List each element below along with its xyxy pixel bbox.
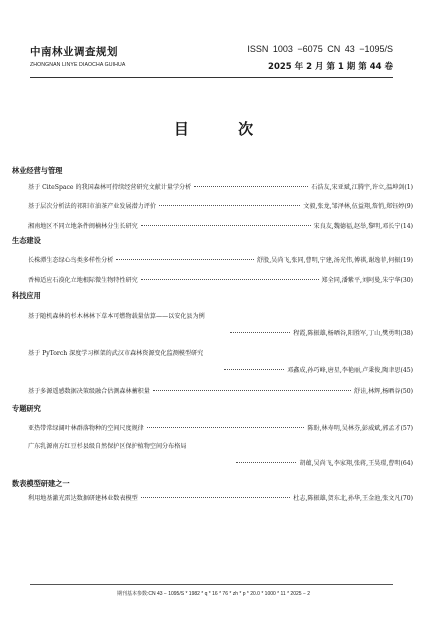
issue-info: 2025 年 2 月 第 1 期 第 44 卷 bbox=[268, 62, 393, 72]
entry-title: 基于 PyTorch 深度学习框架的武汉市森林资源变化监测模型研究 bbox=[28, 350, 204, 357]
section-heading: 林业经营与管理 bbox=[12, 166, 63, 175]
entry-authors: 邓鑫成,孙巧峰,唐星,李艳丽,卢秉俊,陶聿思(45) bbox=[287, 367, 413, 374]
toc-entry[interactable] bbox=[28, 493, 413, 502]
dot-leader bbox=[153, 390, 351, 391]
entry-title: 基于随机森林的杉木林林下草本可燃物载量估算——以安化县为例 bbox=[28, 313, 205, 320]
entry-title: 基于多源遥感数据决策级融合估测森林蓄积量 bbox=[28, 388, 150, 395]
header-rule bbox=[30, 77, 393, 78]
dot-leader bbox=[224, 369, 284, 370]
toc-entry[interactable] bbox=[28, 255, 413, 264]
toc-title: 目 次 bbox=[173, 120, 276, 138]
dot-leader bbox=[116, 259, 254, 260]
dot-leader bbox=[147, 427, 305, 428]
entry-authors: 陈盼,林寿明,吴林芬,彭威斌,郭孟才(57) bbox=[307, 425, 413, 432]
toc-entry[interactable] bbox=[28, 182, 413, 191]
dot-leader bbox=[236, 462, 296, 463]
entry-title: 利用地基激光雷达数据研建林业数表模型 bbox=[28, 495, 138, 502]
journal-header-left bbox=[30, 44, 125, 68]
entry-authors: 舒股,吴尚飞,张同,曹明,宁建,汤光伟,傅祺,谢逸菲,何振(19) bbox=[257, 257, 413, 264]
section-heading: 生态建设 bbox=[12, 236, 41, 245]
entry-authors: 文毅,张龙,邹泽林,伍益翔,詹悄,郑钰婷(9) bbox=[303, 203, 413, 210]
entry-title: 基于 CiteSpace 的我国森林可持续经营研究文献计量学分析 bbox=[28, 184, 192, 191]
footer-journal-params: 期刊基本参数:CN 43 − 1095/S * 1982 * q * 16 * 76 * zh * p * 20.0 * 1000 * 11 * 2025 − 2 bbox=[116, 591, 311, 597]
entry-title: 长株潭生态绿心鸟类多样性分析 bbox=[28, 257, 114, 264]
toc-entry[interactable] bbox=[28, 201, 413, 210]
toc-entry[interactable] bbox=[28, 275, 413, 284]
dot-leader bbox=[194, 186, 308, 187]
entry-title: 基于层次分析法的祁阳市油茶产业发展潜力评价 bbox=[28, 203, 156, 210]
entry-title: 亚热带常绿阔叶林群落物种的空间尺度规律 bbox=[28, 425, 144, 432]
entry-title: 广东乳源南方红豆杉县级自然保护区保护植物空间分布格局 bbox=[28, 443, 187, 450]
entry-authors: 程霞,陈振雄,杨晒谷,阳胜军,丁山,樊勇明(38) bbox=[293, 330, 413, 337]
toc-entry[interactable] bbox=[28, 386, 413, 395]
toc-entry[interactable] bbox=[28, 221, 413, 230]
toc-entry[interactable] bbox=[28, 441, 413, 467]
entry-authors: 郑全同,潘紫平,刘阿曼,朱宁华(30) bbox=[321, 277, 413, 284]
toc-entry[interactable] bbox=[28, 348, 413, 374]
entry-authors: 杜志,陈振雄,贺东北,孙华,王金池,张文凡(70) bbox=[293, 495, 413, 502]
journal-name-cn: 中南林业调查规划 bbox=[30, 46, 118, 58]
entry-authors: 胡蕴,吴尚飞,李家翔,张蒋,王昊璟,曹明(64) bbox=[299, 460, 413, 467]
entry-title: 湘南地区不同立地条件闽楠林分生长研究 bbox=[28, 223, 138, 230]
toc-entry[interactable] bbox=[28, 423, 413, 432]
entry-authors: 石浩友,宋亚斌,江腾宇,许立,温坤剑(1) bbox=[311, 184, 413, 191]
dot-leader bbox=[141, 279, 319, 280]
dot-leader bbox=[141, 225, 311, 226]
issn-cn-numbers: ISSN 1003 −6075 CN 43 −1095/S bbox=[247, 44, 393, 54]
section-heading: 科技应用 bbox=[12, 291, 41, 300]
entry-authors: 舒诖,林辉,杨晒谷(50) bbox=[353, 388, 413, 395]
dot-leader bbox=[159, 205, 300, 206]
footer-rule bbox=[30, 584, 393, 585]
journal-header-right bbox=[247, 44, 393, 72]
section-heading: 数表模型研建之一 bbox=[12, 479, 70, 488]
dot-leader bbox=[141, 497, 291, 498]
toc-entry[interactable] bbox=[28, 311, 413, 337]
entry-authors: 宋良友,魏德福,赵举,黎明,邓长宁(14) bbox=[313, 223, 413, 230]
journal-name-en: ZHONGNAN LINYE DIAOCHA GUIHUA bbox=[30, 62, 126, 68]
section-heading: 专题研究 bbox=[12, 404, 41, 413]
dot-leader bbox=[230, 332, 290, 333]
entry-title: 香樟适应石漠化立地根际微生物特性研究 bbox=[28, 277, 138, 284]
